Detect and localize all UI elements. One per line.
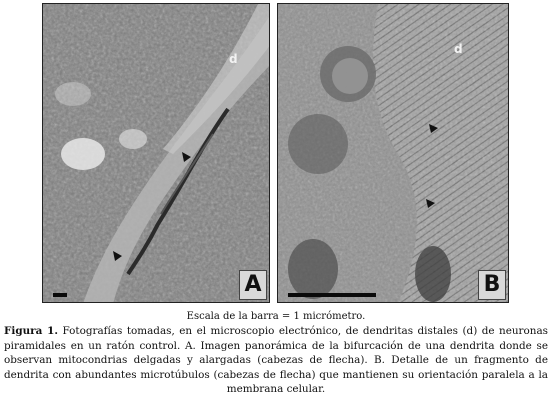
figure-caption-text: Fotografías tomadas, en el microscopio electrónico, de dendritas distales (d) de neuronas piramidales en un ratón control. A. Imagen panorámica de la bifurcación de una dendrita donde se observan mitocondrias delgadas y alargadas (cabezas de flecha). B. Detalle de un fragmento de dendrita con abundantes microtúbulos (cabezas de flecha) que mantienen su orientación paralela a la membrana celular.: [4, 325, 548, 396]
dendrite-label: d: [229, 52, 238, 66]
panel-letter-a: A: [239, 270, 267, 300]
micrograph-panel-b: [277, 3, 509, 303]
micrograph-panel-a: [42, 3, 270, 303]
figure-caption: [4, 324, 548, 397]
panel-letter-b: B: [478, 270, 506, 300]
micrograph-b-image: [278, 4, 509, 303]
figure-label: Figura 1.: [4, 325, 58, 337]
scale-bar: [53, 293, 67, 297]
scale-caption: Escala de la barra = 1 micrómetro.: [186, 311, 366, 322]
micrograph-a-image: [43, 4, 270, 303]
scale-bar: [288, 293, 376, 297]
dendrite-label: d: [454, 42, 463, 56]
